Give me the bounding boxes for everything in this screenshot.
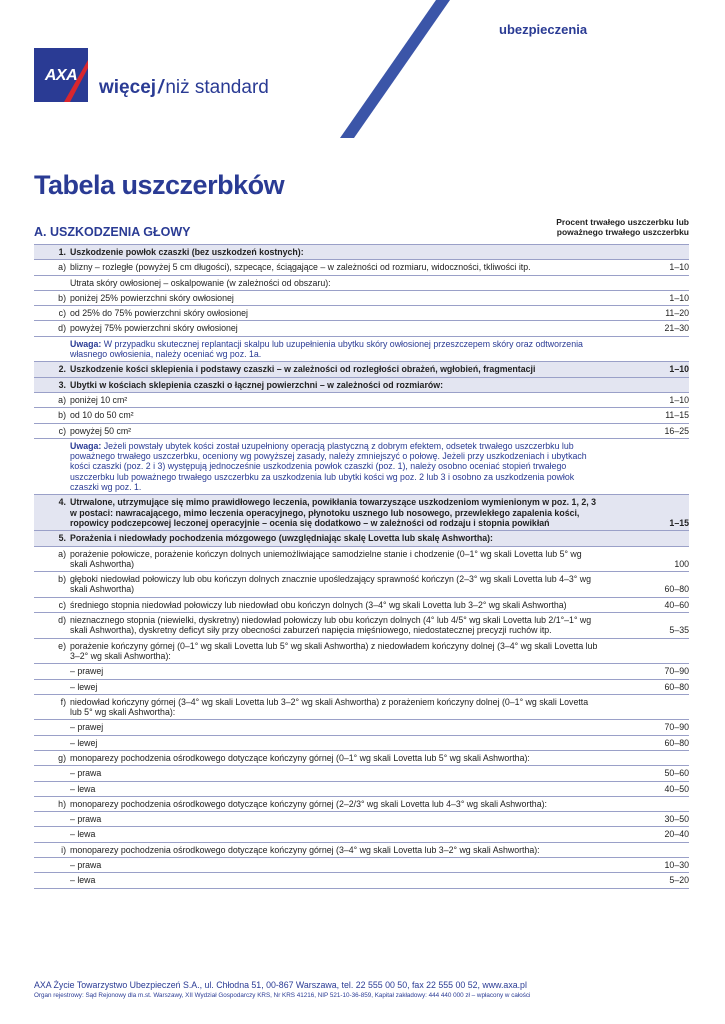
row-label: b) — [34, 572, 70, 598]
note-text: Jeżeli powstały ubytek kości został uzupełniony operacją plastyczną z dobrym efektem, odsetek trwałego uszczerbku lub poważnego trwałego uszczerbku, oceniony wg powyższej zasady, należy zmniejszyć o połowę. Jeżeli przy uszkodzeniach i ubytkach kości czaszki (poz. 2 i 3) występują jednocześnie uszkodzenia powłok czaszki (poz. 1), należy osobno oceniać stopień trwałego uszczerbku lub poważnego trwałego uszczerbku za uszkodzenia lub ubytki kości wg poz. 2 lub 3 i osobno za uszkodzenia powłok czaszki wg poz. 1. — [70, 440, 587, 493]
table-row — [34, 275, 689, 290]
row-value: 20–40 — [609, 827, 689, 842]
row-label — [34, 827, 70, 842]
table-section-row — [34, 495, 689, 531]
section-title: A. USZKODZENIA GŁOWY — [34, 225, 191, 239]
row-label — [34, 812, 70, 827]
row-description — [70, 438, 609, 494]
row-description: niedowład kończyny górnej (3–4° wg skali Lovetta lub 3–2° wg skali Ashwortha) z porażeniem kończyny dolnej (0–1° wg skali Lovetta lub 5° wg skali Ashwortha): — [70, 694, 609, 720]
row-label — [34, 336, 70, 362]
table-row — [34, 306, 689, 321]
axa-logo — [34, 48, 88, 102]
table-row — [34, 597, 689, 612]
row-description: powyżej 50 cm² — [70, 423, 609, 438]
row-label: 2. — [34, 362, 70, 377]
brand-label: ubezpieczenia — [499, 22, 588, 37]
row-label: d) — [34, 613, 70, 639]
row-value: 1–10 — [609, 392, 689, 407]
row-description: – prawa — [70, 812, 609, 827]
note-key: Uwaga: — [70, 440, 102, 451]
row-value — [609, 336, 689, 362]
table-row — [34, 694, 689, 720]
table-row — [34, 679, 689, 694]
row-description: porażenie połowicze, porażenie kończyn dolnych uniemożliwiające samodzielne stanie i chodzenie (0–1° wg skali Lovetta lub 5° wg skali Ashwortha) — [70, 546, 609, 572]
table-row — [34, 720, 689, 735]
row-value: 11–15 — [609, 408, 689, 423]
row-description: od 25% do 75% powierzchni skóry owłosionej — [70, 306, 609, 321]
table-row — [34, 290, 689, 305]
row-value: 1–10 — [609, 290, 689, 305]
tagline-slash: / — [158, 77, 164, 98]
row-description: porażenie kończyny górnej (0–1° wg skali Lovetta lub 5° wg skali Ashwortha) z niedowładem kończyny dolnej (3–4° wg skali Lovetta lub 3–2° wg skali Ashwortha): — [70, 638, 609, 664]
row-description — [70, 336, 609, 362]
row-description: – lewa — [70, 827, 609, 842]
table-row — [34, 750, 689, 765]
table-section-row — [34, 531, 689, 546]
row-description: – prawa — [70, 858, 609, 873]
row-value: 21–30 — [609, 321, 689, 336]
row-label — [34, 766, 70, 781]
table-row — [34, 766, 689, 781]
row-label: e) — [34, 638, 70, 664]
row-value — [609, 531, 689, 546]
percentage-column-header: Procent trwałego uszczerbku lub poważnego trwałego uszczerbku — [556, 217, 689, 237]
row-label: h) — [34, 796, 70, 811]
row-label: a) — [34, 546, 70, 572]
row-description: – lewej — [70, 679, 609, 694]
row-label: g) — [34, 750, 70, 765]
row-label — [34, 720, 70, 735]
note-text: W przypadku skutecznej replantacji skalpu lub uzupełnienia ubytku skóry owłosionej przeszczepem skóry oraz odtworzenia własnego owłosienia, należy oceniać wg poz. 1a. — [70, 338, 583, 360]
footer-company: AXA Życie Towarzystwo Ubezpieczeń S.A., ul. Chłodna 51, 00-867 Warszawa, tel. 22 555 00 50, fax 22 555 00 52, www.axa.pl — [34, 980, 527, 990]
table-row — [34, 827, 689, 842]
row-value: 1–15 — [609, 495, 689, 531]
row-label — [34, 873, 70, 888]
note-key: Uwaga: — [70, 338, 102, 349]
table-row — [34, 664, 689, 679]
row-description: – prawej — [70, 664, 609, 679]
table-row — [34, 546, 689, 572]
row-value: 100 — [609, 546, 689, 572]
table-row — [34, 408, 689, 423]
table-row — [34, 842, 689, 857]
injury-table — [34, 244, 689, 889]
row-label: 1. — [34, 245, 70, 260]
row-description: Ubytki w kościach sklepienia czaszki o łącznej powierzchni – w zależności od rozmiarów: — [70, 377, 609, 392]
table-note-row — [34, 336, 689, 362]
table-row — [34, 638, 689, 664]
row-value: 40–50 — [609, 781, 689, 796]
row-value — [609, 750, 689, 765]
row-description: poniżej 10 cm² — [70, 392, 609, 407]
row-value: 11–20 — [609, 306, 689, 321]
tagline — [99, 77, 269, 99]
row-label — [34, 679, 70, 694]
row-description: Uszkodzenie kości sklepienia i podstawy czaszki – w zależności od rozległości obrażeń, wgłobień, fragmentacji — [70, 362, 609, 377]
row-description: powyżej 75% powierzchni skóry owłosionej — [70, 321, 609, 336]
row-description: średniego stopnia niedowład połowiczy lub niedowład obu kończyn dolnych (3–4° wg skali Lovetta lub 3–2° wg skali Ashwortha) — [70, 597, 609, 612]
row-description: Uszkodzenie powłok czaszki (bez uszkodzeń kostnych): — [70, 245, 609, 260]
section-header — [34, 217, 689, 241]
table-row — [34, 796, 689, 811]
row-value: 30–50 — [609, 812, 689, 827]
diagonal-stripe-graphic — [340, 0, 460, 140]
logo-text: AXA — [44, 67, 78, 84]
row-value: 70–90 — [609, 664, 689, 679]
row-description: od 10 do 50 cm² — [70, 408, 609, 423]
table-row — [34, 392, 689, 407]
table-row — [34, 858, 689, 873]
row-label: c) — [34, 597, 70, 612]
row-label: a) — [34, 392, 70, 407]
row-label — [34, 781, 70, 796]
row-description: – lewej — [70, 735, 609, 750]
page-title: Tabela uszczerbków — [34, 170, 285, 200]
row-description: nieznacznego stopnia (niewielki, dyskretny) niedowład połowiczy lub obu kończyn dolnych (4° lub 4/5° wg skali Lovetta lub 2/1°–1° wg skali Ashwortha), dyskretny deficyt siły przy obecności zaburzeń napięcia mięśniowego, niedostatecznej precyzji ruchów itp. — [70, 613, 609, 639]
row-label: c) — [34, 423, 70, 438]
row-value: 1–10 — [609, 362, 689, 377]
table-section-row — [34, 362, 689, 377]
row-label: 4. — [34, 495, 70, 531]
table-row — [34, 260, 689, 275]
row-label — [34, 275, 70, 290]
table-row — [34, 812, 689, 827]
row-label — [34, 664, 70, 679]
row-description: monoparezy pochodzenia ośrodkowego dotyczące kończyny górnej (2–2/3° wg skali Lovetta lub 4–3° wg skali Ashwortha): — [70, 796, 609, 811]
row-label: c) — [34, 306, 70, 321]
row-description: Utrata skóry owłosionej – oskalpowanie (w zależności od obszaru): — [70, 275, 609, 290]
row-description: – prawa — [70, 766, 609, 781]
row-description: Utrwalone, utrzymujące się mimo prawidłowego leczenia, powikłania towarzyszące uszkodzeniom wymienionym w poz. 1, 2, 3 w postaci: nawracającego, mimo leczenia operacyjnego, płynotoku usznego lub nosowego, przewlekłego zapalenia kości, ropowicy podczepcowej leczonej operacyjnie – ocenia się dodatkowo – w zależności od rodzaju i stopnia powikłań — [70, 495, 609, 531]
row-value: 10–30 — [609, 858, 689, 873]
row-value — [609, 694, 689, 720]
table-section-row — [34, 377, 689, 392]
row-label: a) — [34, 260, 70, 275]
table-row — [34, 735, 689, 750]
row-value — [609, 796, 689, 811]
row-label: d) — [34, 321, 70, 336]
row-label: 3. — [34, 377, 70, 392]
row-label: b) — [34, 290, 70, 305]
row-label: 5. — [34, 531, 70, 546]
row-value: 70–90 — [609, 720, 689, 735]
table-section-row — [34, 245, 689, 260]
row-label: f) — [34, 694, 70, 720]
row-value: 5–35 — [609, 613, 689, 639]
row-value — [609, 245, 689, 260]
row-value — [609, 275, 689, 290]
row-value: 60–80 — [609, 735, 689, 750]
row-description: głęboki niedowład połowiczy lub obu kończyn dolnych znacznie upośledzający sprawność kończyn (2–3° wg skali Lovetta lub 4–3° wg skali Ashwortha) — [70, 572, 609, 598]
row-description: – prawej — [70, 720, 609, 735]
table-row — [34, 321, 689, 336]
row-description: – lewa — [70, 781, 609, 796]
row-label — [34, 858, 70, 873]
row-description: monoparezy pochodzenia ośrodkowego dotyczące kończyny górnej (0–1° wg skali Lovetta lub 5° wg skali Ashwortha): — [70, 750, 609, 765]
row-label: i) — [34, 842, 70, 857]
row-description: monoparezy pochodzenia ośrodkowego dotyczące kończyny górnej (3–4° wg skali Lovetta lub 3–2° wg skali Ashwortha): — [70, 842, 609, 857]
table-row — [34, 781, 689, 796]
row-value: 5–20 — [609, 873, 689, 888]
footer-registration: Organ rejestrowy: Sąd Rejonowy dla m.st. Warszawy, XII Wydział Gospodarczy KRS, Nr KRS 41216, NIP 521-10-36-859, Kapitał zakładowy: 444 440 000 zł – wpłacony w całości — [34, 992, 531, 999]
tagline-bold: więcej — [99, 77, 157, 98]
table-row — [34, 873, 689, 888]
row-value — [609, 377, 689, 392]
row-value: 50–60 — [609, 766, 689, 781]
row-description: poniżej 25% powierzchni skóry owłosionej — [70, 290, 609, 305]
table-row — [34, 613, 689, 639]
footer — [34, 980, 694, 999]
row-value — [609, 638, 689, 664]
table-row — [34, 572, 689, 598]
table-note-row — [34, 438, 689, 494]
row-description: blizny – rozległe (powyżej 5 cm długości), szpecące, ściągające – w zależności od rozmiaru, widoczności, tkliwości itp. — [70, 260, 609, 275]
row-value: 60–80 — [609, 679, 689, 694]
row-label — [34, 438, 70, 494]
tagline-rest: niż standard — [165, 77, 269, 98]
row-value: 40–60 — [609, 597, 689, 612]
row-value: 16–25 — [609, 423, 689, 438]
row-value — [609, 438, 689, 494]
row-value — [609, 842, 689, 857]
row-label: b) — [34, 408, 70, 423]
row-label — [34, 735, 70, 750]
row-description: Porażenia i niedowłady pochodzenia mózgowego (uwzględniając skalę Lovetta lub skalę Ashwortha): — [70, 531, 609, 546]
row-description: – lewa — [70, 873, 609, 888]
row-value: 1–10 — [609, 260, 689, 275]
table-row — [34, 423, 689, 438]
row-value: 60–80 — [609, 572, 689, 598]
